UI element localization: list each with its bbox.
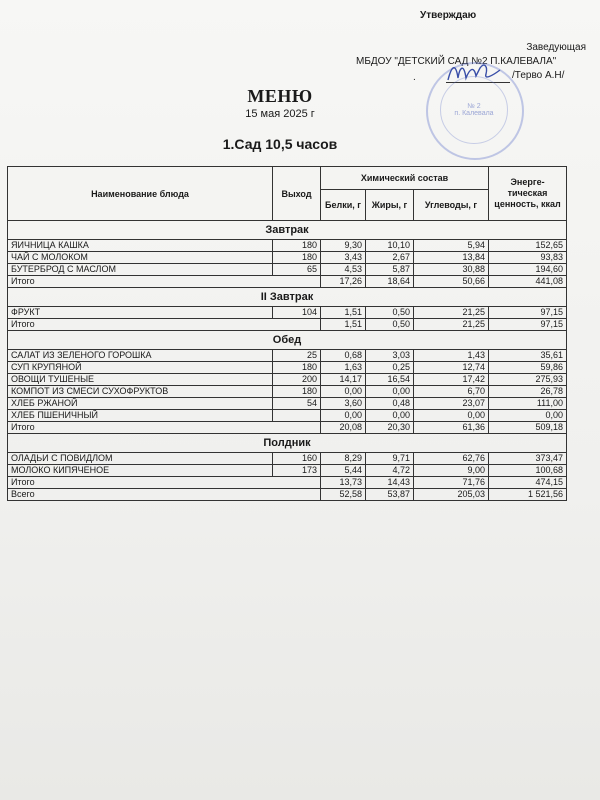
- total-label: Итого: [8, 422, 321, 434]
- dish-protein: 5,44: [321, 465, 366, 477]
- grand-total-energy: 1 521,56: [489, 489, 567, 501]
- section-total-row: [8, 422, 567, 434]
- table-row: [8, 398, 567, 410]
- section-title: Полдник: [8, 434, 567, 453]
- table-row: [8, 252, 567, 264]
- dish-output: 104: [273, 307, 321, 319]
- dish-carbs: 12,74: [414, 362, 489, 374]
- dish-name: ХЛЕБ ПШЕНИЧНЫЙ: [8, 410, 273, 422]
- section-total-row: [8, 477, 567, 489]
- header-energy: Энерге-тическая ценность, ккал: [489, 167, 567, 221]
- dish-output: 160: [273, 453, 321, 465]
- table-row: [8, 410, 567, 422]
- dish-name: ОВОЩИ ТУШЕНЫЕ: [8, 374, 273, 386]
- dish-energy: 59,86: [489, 362, 567, 374]
- total-protein: 1,51: [321, 319, 366, 331]
- dish-fat: 5,87: [366, 264, 414, 276]
- dish-carbs: 21,25: [414, 307, 489, 319]
- approver-name: /Терво А.Н/: [512, 70, 565, 81]
- total-energy: 441,08: [489, 276, 567, 288]
- dish-protein: 0,68: [321, 350, 366, 362]
- dish-output: 180: [273, 252, 321, 264]
- dish-energy: 100,68: [489, 465, 567, 477]
- dish-protein: 9,30: [321, 240, 366, 252]
- section-total-row: [8, 319, 567, 331]
- dish-fat: 0,00: [366, 386, 414, 398]
- dish-fat: 0,50: [366, 307, 414, 319]
- menu-date: 15 мая 2025 г: [245, 108, 315, 120]
- dish-protein: 1,63: [321, 362, 366, 374]
- dish-protein: 1,51: [321, 307, 366, 319]
- table-row: [8, 453, 567, 465]
- header-output: Выход: [273, 167, 321, 221]
- dish-output: 65: [273, 264, 321, 276]
- table-row: [8, 362, 567, 374]
- dish-fat: 10,10: [366, 240, 414, 252]
- dish-fat: 2,67: [366, 252, 414, 264]
- total-carbs: 50,66: [414, 276, 489, 288]
- total-protein: 17,26: [321, 276, 366, 288]
- grand-total-carbs: 205,03: [414, 489, 489, 501]
- approve-label: Утверждаю: [420, 10, 477, 21]
- dish-name: КОМПОТ ИЗ СМЕСИ СУХОФРУКТОВ: [8, 386, 273, 398]
- dish-output: [273, 410, 321, 422]
- table-row: [8, 386, 567, 398]
- handwritten-signature: [440, 58, 510, 88]
- dish-carbs: 9,00: [414, 465, 489, 477]
- total-fat: 14,43: [366, 477, 414, 489]
- table-row: [8, 465, 567, 477]
- dish-energy: 152,65: [489, 240, 567, 252]
- section-total-row: [8, 276, 567, 288]
- menu-table: [7, 166, 567, 501]
- total-fat: 18,64: [366, 276, 414, 288]
- dish-energy: 35,61: [489, 350, 567, 362]
- header-dish-name: Наименование блюда: [8, 167, 273, 221]
- dish-protein: 3,43: [321, 252, 366, 264]
- dish-name: ФРУКТ: [8, 307, 273, 319]
- page-title: МЕНЮ: [247, 86, 313, 106]
- dot-mark: .: [413, 72, 416, 83]
- total-label: Итого: [8, 477, 321, 489]
- total-label: Итого: [8, 319, 321, 331]
- grand-total-fat: 53,87: [366, 489, 414, 501]
- dish-carbs: 30,88: [414, 264, 489, 276]
- total-energy: 509,18: [489, 422, 567, 434]
- total-protein: 13,73: [321, 477, 366, 489]
- dish-output: 54: [273, 398, 321, 410]
- total-carbs: 61,36: [414, 422, 489, 434]
- dish-energy: 26,78: [489, 386, 567, 398]
- table-row: [8, 264, 567, 276]
- dish-output: 200: [273, 374, 321, 386]
- dish-fat: 0,00: [366, 410, 414, 422]
- total-label: Итого: [8, 276, 321, 288]
- dish-protein: 0,00: [321, 410, 366, 422]
- dish-carbs: 62,76: [414, 453, 489, 465]
- dish-name: ОЛАДЬИ С ПОВИДЛОМ: [8, 453, 273, 465]
- table-row: [8, 240, 567, 252]
- dish-energy: 0,00: [489, 410, 567, 422]
- dish-protein: 4,53: [321, 264, 366, 276]
- header-protein: Белки, г: [321, 190, 366, 221]
- dish-output: 180: [273, 240, 321, 252]
- dish-fat: 0,25: [366, 362, 414, 374]
- total-fat: 0,50: [366, 319, 414, 331]
- stamp-line: п. Калевала: [454, 110, 494, 117]
- dish-output: 25: [273, 350, 321, 362]
- dish-fat: 0,48: [366, 398, 414, 410]
- dish-output: 173: [273, 465, 321, 477]
- section-title: Обед: [8, 331, 567, 350]
- dish-carbs: 0,00: [414, 410, 489, 422]
- dish-fat: 9,71: [366, 453, 414, 465]
- grand-total-label: Всего: [8, 489, 321, 501]
- menu-table-body: [8, 221, 567, 501]
- dish-output: 180: [273, 386, 321, 398]
- total-carbs: 71,76: [414, 477, 489, 489]
- table-row: [8, 350, 567, 362]
- stamp-line: № 2: [467, 103, 481, 110]
- dish-carbs: 23,07: [414, 398, 489, 410]
- dish-energy: 97,15: [489, 307, 567, 319]
- header-chemical-composition: Химический состав: [321, 167, 489, 190]
- dish-protein: 3,60: [321, 398, 366, 410]
- grand-total-row: [8, 489, 567, 501]
- table-row: [8, 307, 567, 319]
- dish-energy: 111,00: [489, 398, 567, 410]
- total-energy: 97,15: [489, 319, 567, 331]
- approver-position: Заведующая: [526, 42, 586, 53]
- total-carbs: 21,25: [414, 319, 489, 331]
- section-header-row: [8, 221, 567, 240]
- dish-energy: 93,83: [489, 252, 567, 264]
- dish-name: САЛАТ ИЗ ЗЕЛЕНОГО ГОРОШКА: [8, 350, 273, 362]
- total-fat: 20,30: [366, 422, 414, 434]
- dish-protein: 8,29: [321, 453, 366, 465]
- dish-name: ЧАЙ С МОЛОКОМ: [8, 252, 273, 264]
- section-title: Завтрак: [8, 221, 567, 240]
- dish-energy: 373,47: [489, 453, 567, 465]
- section-header-row: [8, 434, 567, 453]
- organization-name: МБДОУ "ДЕТСКИЙ САД №2 П.КАЛЕВАЛА": [356, 56, 557, 67]
- total-energy: 474,15: [489, 477, 567, 489]
- dish-fat: 16,54: [366, 374, 414, 386]
- dish-energy: 275,93: [489, 374, 567, 386]
- dish-carbs: 1,43: [414, 350, 489, 362]
- dish-output: 180: [273, 362, 321, 374]
- grand-total-protein: 52,58: [321, 489, 366, 501]
- dish-protein: 0,00: [321, 386, 366, 398]
- section-title: II Завтрак: [8, 288, 567, 307]
- dish-name: ЯИЧНИЦА КАШКА: [8, 240, 273, 252]
- section-header-row: [8, 288, 567, 307]
- menu-subtitle: 1.Сад 10,5 часов: [222, 136, 338, 152]
- header-carbs: Углеводы, г: [414, 190, 489, 221]
- total-protein: 20,08: [321, 422, 366, 434]
- dish-fat: 3,03: [366, 350, 414, 362]
- dish-carbs: 13,84: [414, 252, 489, 264]
- dish-fat: 4,72: [366, 465, 414, 477]
- dish-carbs: 17,42: [414, 374, 489, 386]
- dish-name: МОЛОКО КИПЯЧЕНОЕ: [8, 465, 273, 477]
- dish-name: ХЛЕБ РЖАНОЙ: [8, 398, 273, 410]
- header-fat: Жиры, г: [366, 190, 414, 221]
- dish-carbs: 5,94: [414, 240, 489, 252]
- dish-name: СУП КРУПЯНОЙ: [8, 362, 273, 374]
- section-header-row: [8, 331, 567, 350]
- dish-carbs: 6,70: [414, 386, 489, 398]
- dish-energy: 194,60: [489, 264, 567, 276]
- dish-name: БУТЕРБРОД С МАСЛОМ: [8, 264, 273, 276]
- dish-protein: 14,17: [321, 374, 366, 386]
- table-row: [8, 374, 567, 386]
